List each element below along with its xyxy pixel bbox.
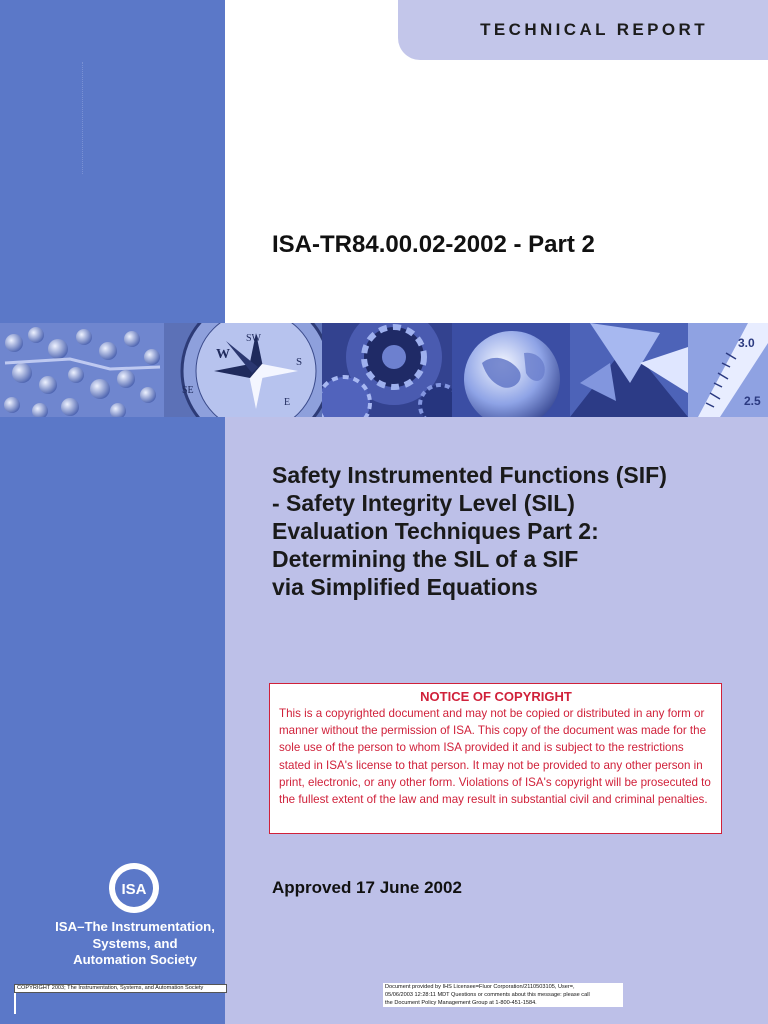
organization-name xyxy=(40,919,230,969)
compass-image xyxy=(164,323,322,417)
title-line: Determining the SIL of a SIF xyxy=(272,546,579,572)
title-line: Safety Instrumented Functions (SIF) xyxy=(272,462,667,488)
org-line: ISA–The Instrumentation, xyxy=(55,919,215,934)
org-line: Systems, and xyxy=(92,935,178,951)
gears-image xyxy=(322,323,452,417)
ruler-scale-image xyxy=(688,323,768,417)
title-line: Evaluation Techniques Part 2: xyxy=(272,518,599,544)
org-line: Automation Society xyxy=(73,952,197,967)
abstract-shapes-image xyxy=(570,323,688,417)
provided-line: 05/06/2003 12:28:11 MDT Questions or comments about this message: please call xyxy=(385,992,590,998)
notice-heading: NOTICE OF COPYRIGHT xyxy=(420,689,572,704)
compass-letter-e: E xyxy=(284,397,291,408)
document-number: ISA-TR84.00.02-2002 - Part 2 xyxy=(272,231,595,258)
logo-text: ISA xyxy=(121,881,147,898)
provided-line: Document provided by IHS Licensee=Fluor Corporation/2110503105, User=, xyxy=(385,984,575,990)
provided-line: the Document Policy Management Group at 1-800-451-1584. xyxy=(385,1000,537,1006)
compass-letter-sw: SW xyxy=(246,333,261,344)
copyright-notice-box xyxy=(269,683,722,834)
compass-letter-w: W xyxy=(216,347,230,362)
document-title xyxy=(272,461,752,601)
title-line: via Simplified Equations xyxy=(272,574,538,600)
globe-image xyxy=(452,323,570,417)
ruler-label-top: 3.0 xyxy=(738,336,755,350)
notice-body: This is a copyrighted document and may not be copied or distributed in any form or manner without the permission of ISA. This copy of the document was made for the sole use of the person to whom ISA provided it and is subject to the restrictions stated in ISA's license to that person. It may not be provided to any other person in print, electronic, or any other form. Violations of ISA's copyright will be prosecuted to the fullest extent of the law and may result in substantial civil and criminal penalties. xyxy=(279,707,711,807)
image-strip xyxy=(0,323,768,417)
circuit-board-image xyxy=(0,323,164,417)
compass-letter-s: S xyxy=(296,356,303,368)
footer-tick xyxy=(14,993,16,1014)
title-line: - Safety Integrity Level (SIL) xyxy=(272,490,575,516)
compass-letter-se: SE xyxy=(182,385,194,396)
approval-date: Approved 17 June 2002 xyxy=(272,878,462,897)
isa-logo-icon xyxy=(107,861,161,915)
ruler-label-bottom: 2.5 xyxy=(744,394,761,408)
header-label: TECHNICAL REPORT xyxy=(480,20,708,39)
document-provided-notice xyxy=(383,983,623,1007)
faint-vertical-text-mark xyxy=(82,62,91,174)
copyright-line: COPYRIGHT 2003; The Instrumentation, Systems, and Automation Society xyxy=(14,984,227,993)
